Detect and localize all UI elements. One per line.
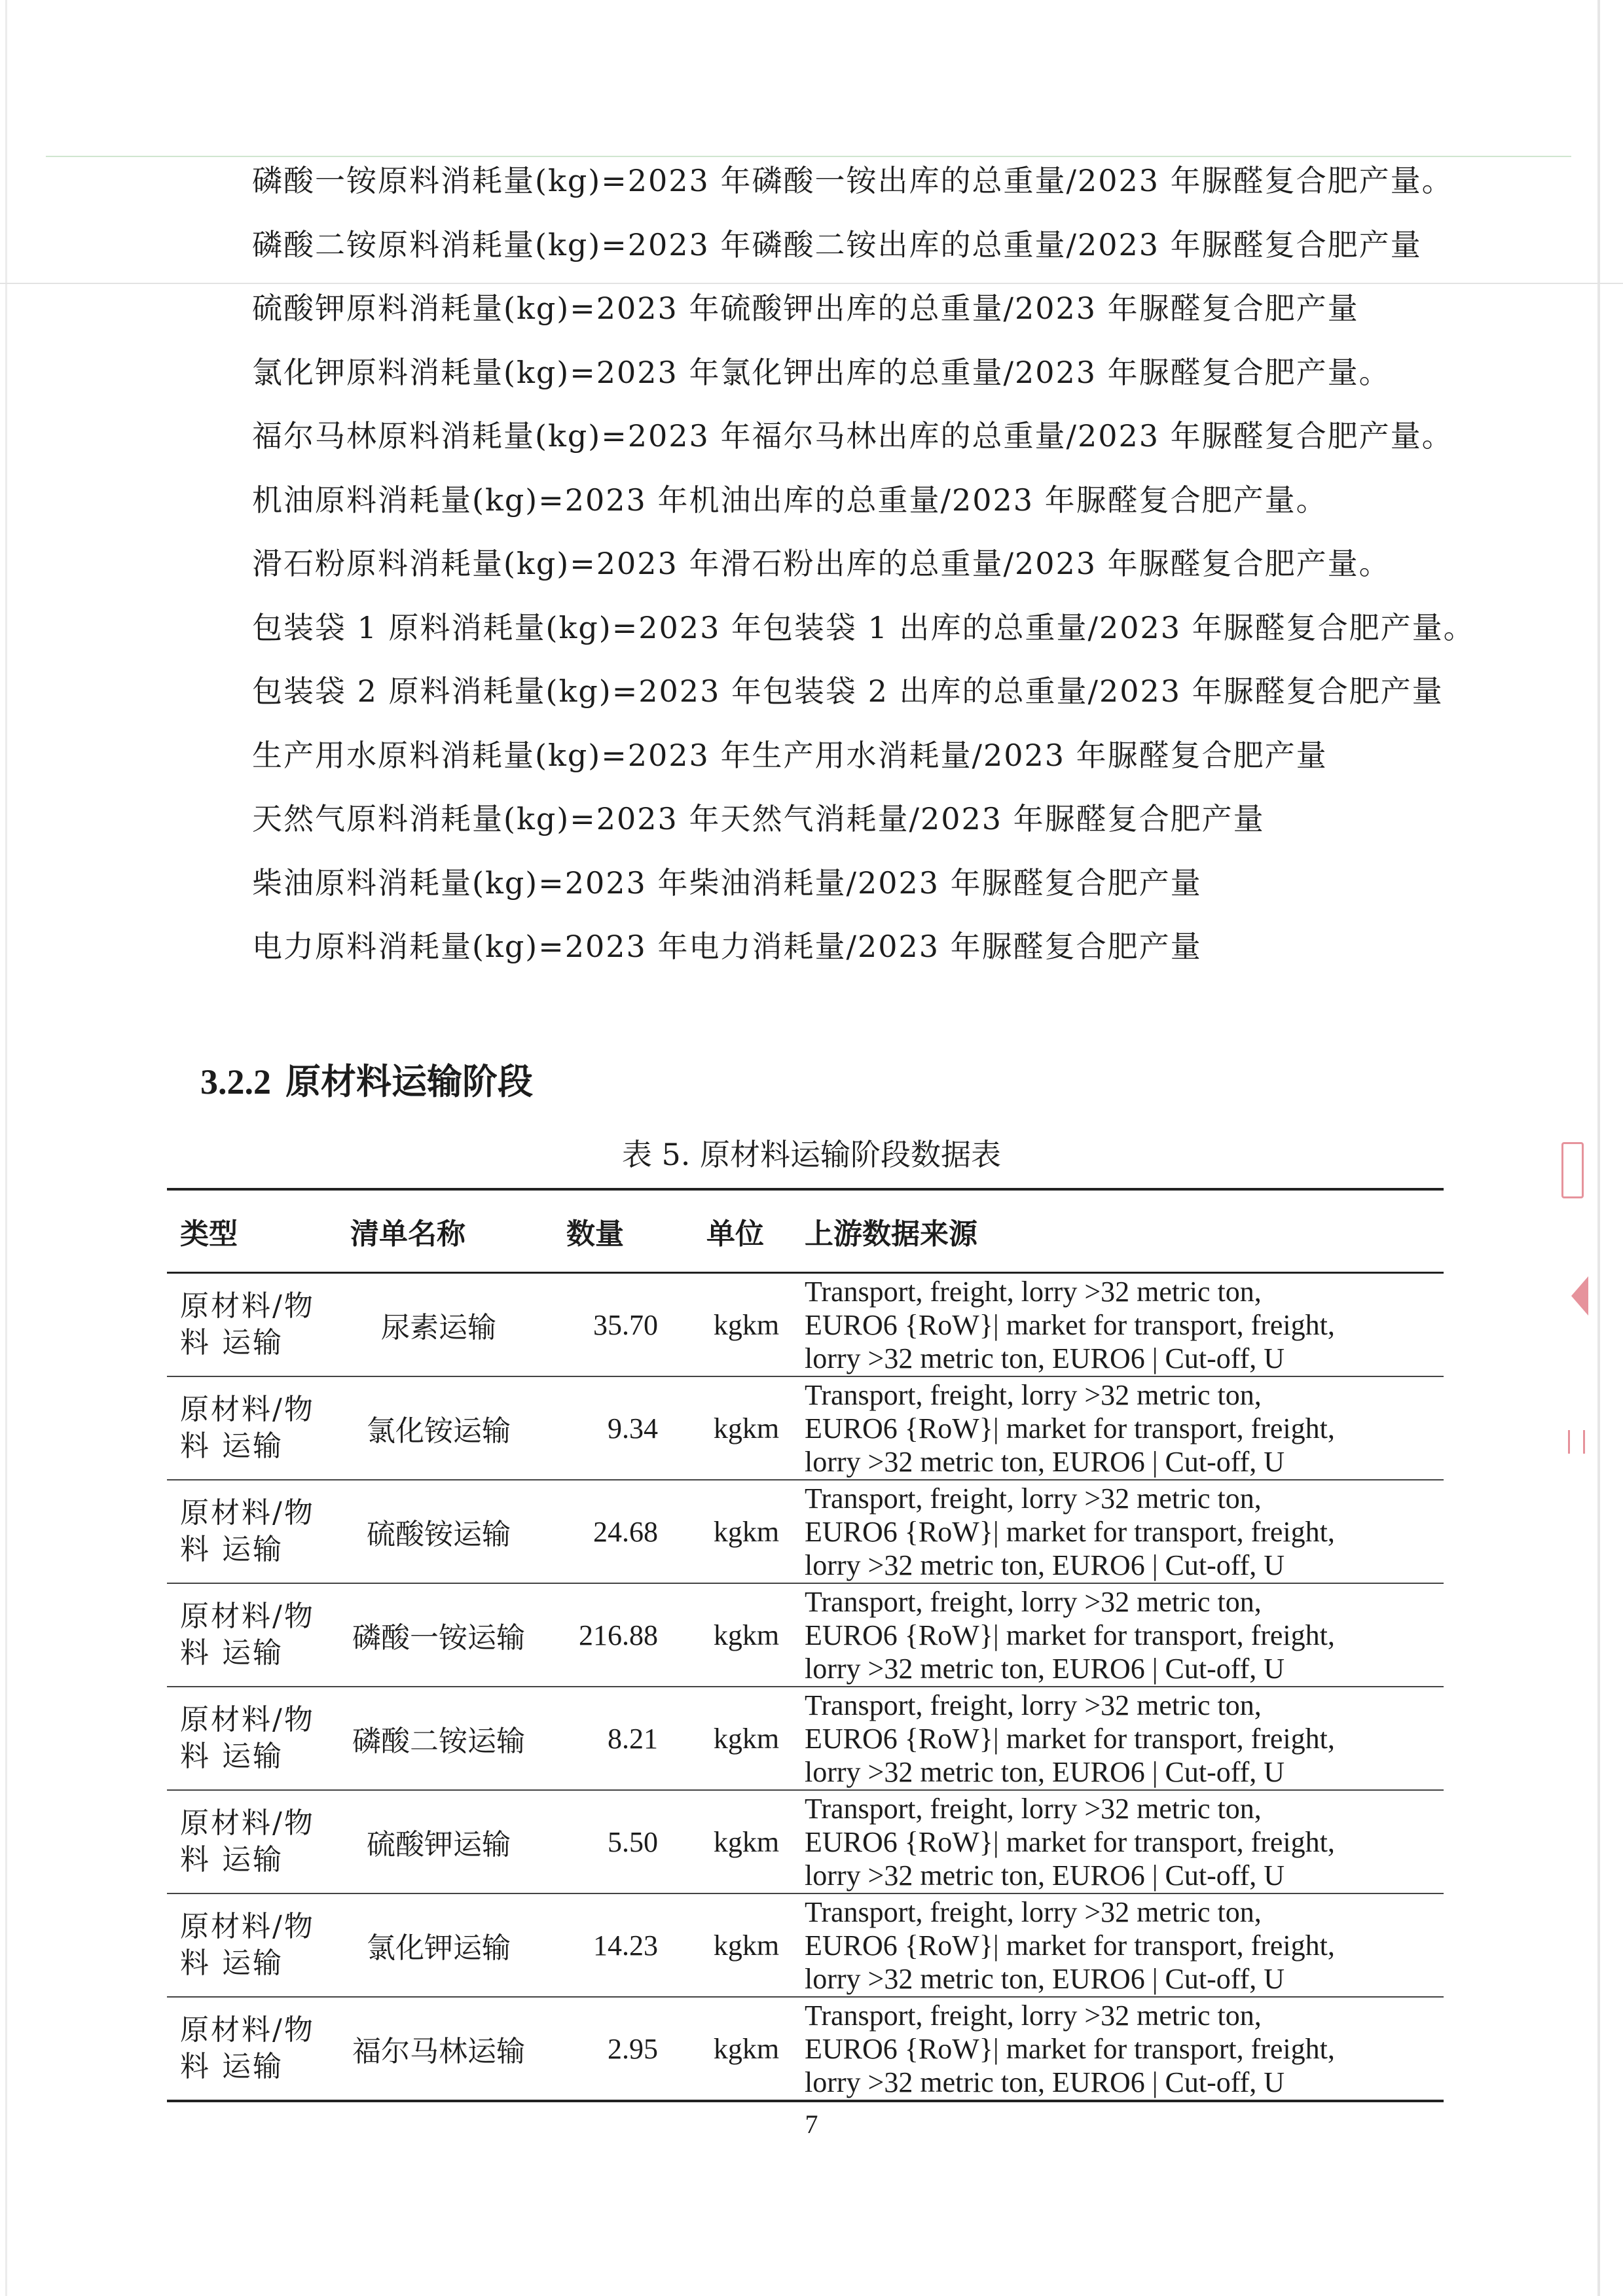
formula-line: 滑石粉原料消耗量(kg)=2023 年滑石粉出库的总重量/2023 年脲醛复合肥产量。 <box>252 546 1391 581</box>
page-number: 7 <box>805 2109 818 2139</box>
table-row <box>167 1790 1444 1893</box>
cell-type: 原材料/物 料 运输 <box>180 1393 315 1463</box>
seal-fragment <box>1568 1430 1585 1454</box>
cell-source: Transport, freight, lorry >32 metric ton, EURO6 {RoW}| market for transport, freight, lorry >32 metric ton, EURO6 | Cut-off, U <box>805 1275 1335 1374</box>
header-qty: 数量 <box>566 1217 624 1251</box>
formula-line: 氯化钾原料消耗量(kg)=2023 年氯化钾出库的总重量/2023 年脲醛复合肥产量。 <box>252 354 1391 390</box>
cell-name: 硫酸铵运输 <box>367 1518 511 1551</box>
cell-source: Transport, freight, lorry >32 metric ton, EURO6 {RoW}| market for transport, freight, lorry >32 metric ton, EURO6 | Cut-off, U <box>805 1482 1335 1581</box>
cell-type: 原材料/物 料 运输 <box>180 1600 315 1670</box>
header-name: 清单名称 <box>350 1217 465 1251</box>
section-heading <box>200 1054 533 1104</box>
cell-qty: 5.50 <box>608 1825 658 1858</box>
cell-source: Transport, freight, lorry >32 metric ton, EURO6 {RoW}| market for transport, freight, lorry >32 metric ton, EURO6 | Cut-off, U <box>805 1585 1335 1685</box>
table-row <box>167 1997 1444 2101</box>
cell-name: 磷酸二铵运输 <box>352 1725 525 1758</box>
cell-type: 原材料/物 料 运输 <box>180 1910 315 1980</box>
formula-line: 磷酸二铵原料消耗量(kg)=2023 年磷酸二铵出库的总重量/2023 年脲醛复合肥产量 <box>252 226 1422 262</box>
cell-source: Transport, freight, lorry >32 metric ton, EURO6 {RoW}| market for transport, freight, lorry >32 metric ton, EURO6 | Cut-off, U <box>805 1689 1335 1788</box>
cell-type: 原材料/物 料 运输 <box>180 1806 315 1876</box>
cell-name: 氯化钾运输 <box>367 1931 511 1965</box>
table-row <box>167 1687 1444 1790</box>
cell-source: Transport, freight, lorry >32 metric ton, EURO6 {RoW}| market for transport, freight, lorry >32 metric ton, EURO6 | Cut-off, U <box>805 1792 1335 1892</box>
cell-qty: 35.70 <box>593 1308 658 1341</box>
cell-name: 氯化铵运输 <box>367 1414 511 1448</box>
header-unit: 单位 <box>706 1217 764 1251</box>
formula-line: 电力原料消耗量(kg)=2023 年电力消耗量/2023 年脲醛复合肥产量 <box>252 929 1202 964</box>
formula-line: 包装袋 1 原料消耗量(kg)=2023 年包装袋 1 出库的总重量/2023 年脲醛复合肥产量。 <box>252 609 1475 645</box>
seal-fragment <box>1561 1142 1584 1198</box>
cell-type: 原材料/物 料 运输 <box>180 2013 315 2083</box>
cell-qty: 8.21 <box>608 1722 658 1755</box>
cell-type: 原材料/物 料 运输 <box>180 1496 315 1566</box>
cell-unit: kgkm <box>713 1825 780 1858</box>
section-number: 3.2.2 <box>200 1062 271 1102</box>
cell-unit: kgkm <box>713 1412 780 1444</box>
cell-name: 福尔马林运输 <box>352 2035 525 2068</box>
section-title: 原材料运输阶段 <box>285 1060 533 1102</box>
cell-unit: kgkm <box>713 2032 780 2065</box>
cell-name: 磷酸一铵运输 <box>352 1621 525 1655</box>
cell-unit: kgkm <box>713 1308 780 1341</box>
cell-unit: kgkm <box>713 1619 780 1651</box>
formula-line: 天然气原料消耗量(kg)=2023 年天然气消耗量/2023 年脲醛复合肥产量 <box>252 801 1265 836</box>
cell-qty: 2.95 <box>608 2032 658 2065</box>
cell-unit: kgkm <box>713 1722 780 1755</box>
cell-type: 原材料/物 料 运输 <box>180 1289 315 1359</box>
formula-line: 福尔马林原料消耗量(kg)=2023 年福尔马林出库的总重量/2023 年脲醛复合肥产量。 <box>252 418 1453 454</box>
formula-line: 磷酸一铵原料消耗量(kg)=2023 年磷酸一铵出库的总重量/2023 年脲醛复合肥产量。 <box>252 163 1453 198</box>
cell-name: 尿素运输 <box>381 1311 496 1344</box>
cell-qty: 216.88 <box>579 1619 658 1651</box>
formula-line: 包装袋 2 原料消耗量(kg)=2023 年包装袋 2 出库的总重量/2023 年脲醛复合肥产量 <box>252 673 1444 709</box>
formula-line: 机油原料消耗量(kg)=2023 年机油出库的总重量/2023 年脲醛复合肥产量。 <box>252 482 1328 518</box>
cell-qty: 24.68 <box>593 1515 658 1548</box>
cell-qty: 14.23 <box>593 1929 658 1962</box>
seal-fragment <box>1571 1276 1588 1316</box>
formula-list <box>252 149 1496 979</box>
cell-source: Transport, freight, lorry >32 metric ton, EURO6 {RoW}| market for transport, freight, lorry >32 metric ton, EURO6 | Cut-off, U <box>805 1999 1335 2098</box>
cell-source: Transport, freight, lorry >32 metric ton, EURO6 {RoW}| market for transport, freight, lorry >32 metric ton, EURO6 | Cut-off, U <box>805 1895 1335 1995</box>
table-header-row <box>167 1189 1444 1273</box>
formula-line: 生产用水原料消耗量(kg)=2023 年生产用水消耗量/2023 年脲醛复合肥产量 <box>252 737 1328 773</box>
cell-name: 硫酸钾运输 <box>367 1828 511 1861</box>
cell-type: 原材料/物 料 运输 <box>180 1703 315 1773</box>
table-row <box>167 1273 1444 1377</box>
header-type: 类型 <box>180 1217 238 1251</box>
cell-qty: 9.34 <box>608 1412 658 1444</box>
cell-source: Transport, freight, lorry >32 metric ton, EURO6 {RoW}| market for transport, freight, lorry >32 metric ton, EURO6 | Cut-off, U <box>805 1378 1335 1478</box>
cell-unit: kgkm <box>713 1929 780 1962</box>
header-source: 上游数据来源 <box>805 1217 977 1251</box>
formula-line: 硫酸钾原料消耗量(kg)=2023 年硫酸钾出库的总重量/2023 年脲醛复合肥产量 <box>252 291 1359 326</box>
table-row <box>167 1480 1444 1583</box>
table-caption: 表 5. 原材料运输阶段数据表 <box>621 1137 1002 1172</box>
data-table <box>167 1188 1444 2102</box>
cell-unit: kgkm <box>713 1515 780 1548</box>
table-row <box>167 1376 1444 1480</box>
formula-line: 柴油原料消耗量(kg)=2023 年柴油消耗量/2023 年脲醛复合肥产量 <box>252 865 1202 901</box>
table-row <box>167 1893 1444 1997</box>
table-row <box>167 1583 1444 1687</box>
